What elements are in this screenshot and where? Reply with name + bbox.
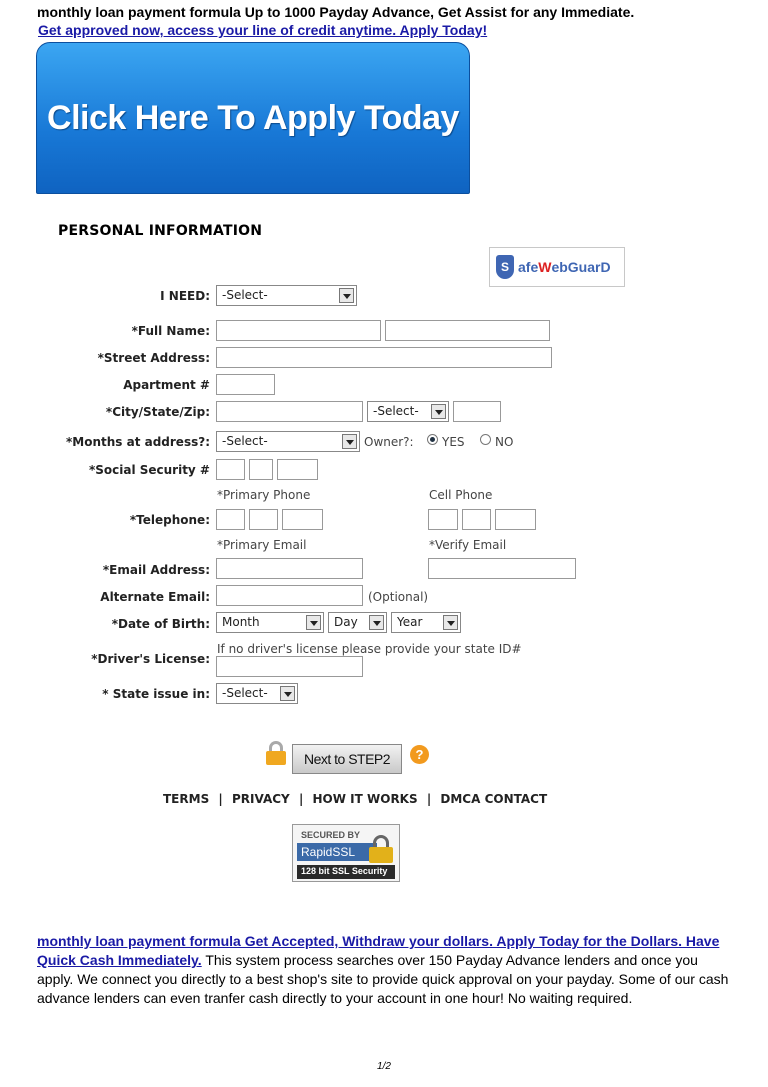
- terms-link[interactable]: TERMS: [163, 792, 210, 806]
- verify-email-input[interactable]: [428, 558, 576, 579]
- ssl-brand: RapidSSL: [297, 843, 377, 861]
- alternate-email-input[interactable]: [216, 585, 363, 606]
- nav-separator: |: [298, 792, 304, 806]
- state-select[interactable]: -Select-: [367, 401, 449, 422]
- rapidssl-badge: [292, 824, 400, 882]
- city-input[interactable]: [216, 401, 363, 422]
- i-need-label: I NEED:: [160, 289, 210, 303]
- chevron-down-icon: [280, 686, 295, 701]
- primary-phone-hint: *Primary Phone: [217, 488, 311, 502]
- how-it-works-link[interactable]: HOW IT WORKS: [312, 792, 418, 806]
- dob-year-select[interactable]: Year: [391, 612, 461, 633]
- primary-phone-line-input[interactable]: [282, 509, 323, 530]
- page-title: monthly loan payment formula Up to 1000 Payday Advance, Get Assist for any Immediate.: [37, 4, 635, 20]
- owner-no-label: NO: [495, 435, 514, 449]
- optional-hint: (Optional): [368, 590, 429, 604]
- ssn-part1-input[interactable]: [216, 459, 245, 480]
- license-hint: If no driver's license please provide your state ID#: [217, 642, 522, 656]
- ssl-strength: 128 bit SSL Security: [297, 865, 395, 879]
- state-issue-label: * State issue in:: [102, 687, 210, 701]
- badge-text: afeWebGuarD: [518, 259, 611, 275]
- body-paragraph: [37, 932, 737, 1008]
- page-number: 1/2: [377, 1061, 391, 1072]
- state-issue-select[interactable]: -Select-: [216, 683, 298, 704]
- first-name-input[interactable]: [216, 320, 381, 341]
- help-icon[interactable]: ?: [410, 745, 429, 764]
- drivers-license-input[interactable]: [216, 656, 363, 677]
- apartment-label: Apartment #: [123, 378, 210, 392]
- street-address-input[interactable]: [216, 347, 552, 368]
- chevron-down-icon: [369, 615, 384, 630]
- cell-phone-prefix-input[interactable]: [462, 509, 491, 530]
- chevron-down-icon: [431, 404, 446, 419]
- i-need-select[interactable]: -Select-: [216, 285, 357, 306]
- owner-label: Owner?:: [364, 435, 414, 449]
- privacy-link[interactable]: PRIVACY: [231, 792, 290, 806]
- email-input[interactable]: [216, 558, 363, 579]
- cell-phone-line-input[interactable]: [495, 509, 536, 530]
- section-title: PERSONAL INFORMATION: [58, 223, 263, 239]
- primary-email-hint: *Primary Email: [217, 538, 307, 552]
- owner-yes-label: YES: [442, 435, 465, 449]
- chevron-down-icon: [339, 288, 354, 303]
- months-select[interactable]: -Select-: [216, 431, 360, 452]
- primary-phone-area-input[interactable]: [216, 509, 245, 530]
- alternate-email-label: Alternate Email:: [100, 590, 210, 604]
- drivers-license-label: *Driver's License:: [91, 652, 210, 666]
- telephone-label: *Telephone:: [129, 513, 210, 527]
- owner-no-radio[interactable]: [480, 434, 491, 445]
- nav-separator: |: [426, 792, 432, 806]
- last-name-input[interactable]: [385, 320, 550, 341]
- cell-phone-area-input[interactable]: [428, 509, 458, 530]
- nav-separator: |: [218, 792, 223, 806]
- owner-yes-radio[interactable]: [427, 434, 438, 445]
- zip-input[interactable]: [453, 401, 501, 422]
- email-label: *Email Address:: [102, 563, 210, 577]
- primary-phone-prefix-input[interactable]: [249, 509, 278, 530]
- ssl-secured-by: SECURED BY: [301, 830, 361, 840]
- dob-month-select[interactable]: Month: [216, 612, 324, 633]
- chevron-down-icon: [306, 615, 321, 630]
- ssn-label: *Social Security #: [88, 463, 210, 477]
- banner-text: Click Here To Apply Today: [47, 98, 459, 137]
- body-link[interactable]: monthly loan payment formula Get Accepted, Withdraw your dollars. Apply Today for the Dollars. Have Quick Cash Immediately.: [37, 933, 720, 968]
- street-address-label: *Street Address:: [97, 351, 210, 365]
- shield-icon: S: [496, 255, 514, 279]
- footer-nav: [163, 792, 547, 806]
- full-name-label: *Full Name:: [131, 324, 210, 338]
- apartment-input[interactable]: [216, 374, 275, 395]
- city-state-zip-label: *City/State/Zip:: [105, 405, 210, 419]
- body-text: This system process searches over 150 Payday Advance lenders and once you apply. We connect you directly to a best shop's site to provide quick approval on your payday. Some of our cash advance lenders can even tranfer cash directly to your account in one hour! No waiting required.: [37, 952, 729, 1006]
- dob-day-select[interactable]: Day: [328, 612, 387, 633]
- chevron-down-icon: [443, 615, 458, 630]
- safewebguard-badge: [489, 247, 625, 287]
- dob-label: *Date of Birth:: [111, 617, 210, 631]
- ssn-part2-input[interactable]: [249, 459, 273, 480]
- chevron-down-icon: [342, 434, 357, 449]
- verify-email-hint: *Verify Email: [429, 538, 507, 552]
- apply-today-link[interactable]: Get approved now, access your line of credit anytime. Apply Today!: [38, 22, 488, 38]
- padlock-icon: [369, 835, 393, 863]
- dmca-contact-link[interactable]: DMCA CONTACT: [440, 792, 548, 806]
- ssn-part3-input[interactable]: [277, 459, 318, 480]
- lock-icon: [266, 741, 286, 765]
- next-step-button[interactable]: Next to STEP2: [292, 744, 402, 774]
- cell-phone-hint: Cell Phone: [429, 488, 493, 502]
- apply-banner-button[interactable]: [36, 42, 470, 194]
- months-at-address-label: *Months at address?:: [66, 435, 210, 449]
